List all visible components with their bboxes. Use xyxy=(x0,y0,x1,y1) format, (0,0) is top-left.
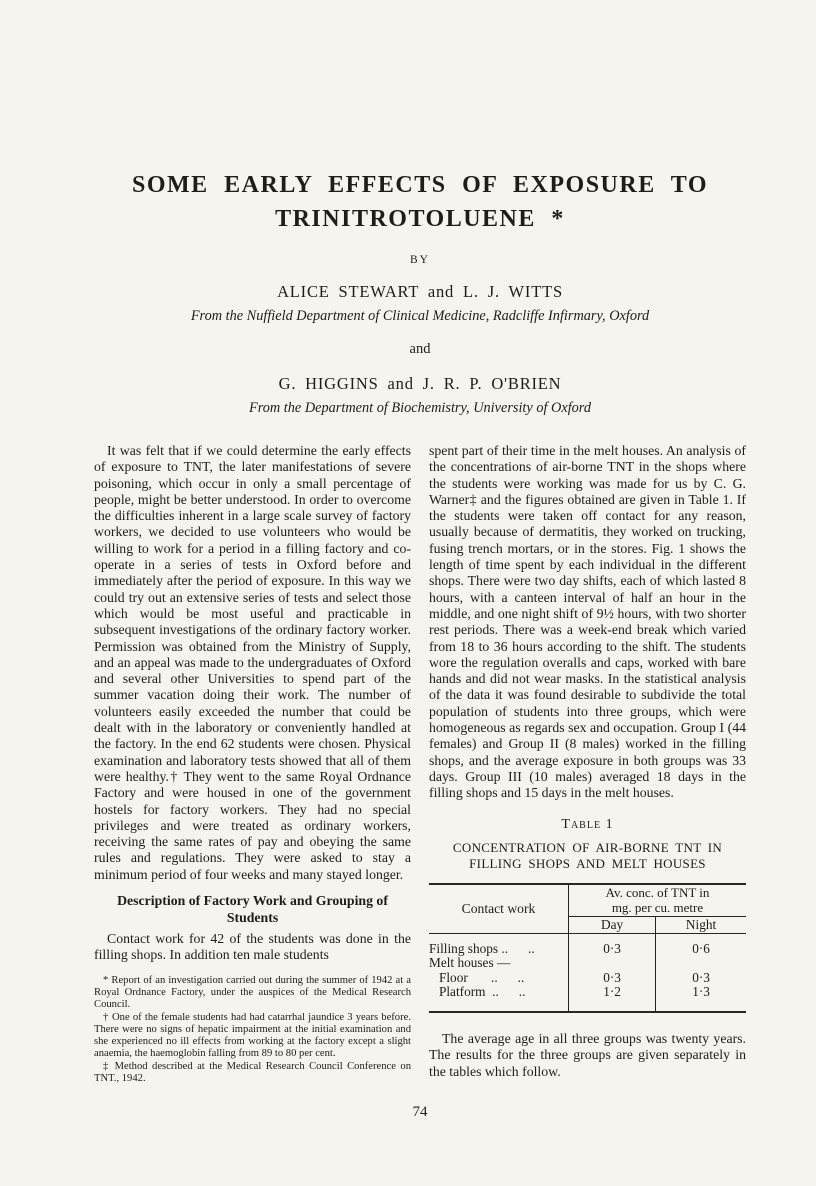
row-day-value: 0·3 xyxy=(568,933,655,956)
table-title xyxy=(429,840,746,872)
row-label: Melt houses — xyxy=(429,956,568,971)
table-header-day: Day xyxy=(568,916,655,933)
footnote-asterisk: * Report of an investigation carried out during the summer of 1942 at a Royal Ordnance Factory, under the auspices of the Medical Research Council. xyxy=(94,974,411,1011)
concentration-table-header xyxy=(429,884,746,934)
right-column xyxy=(429,443,746,1085)
table-header-contact-work: Contact work xyxy=(429,884,568,934)
row-day-value xyxy=(568,956,655,971)
page-content xyxy=(94,168,746,1085)
two-column-body xyxy=(94,443,746,1085)
row-night-value: 1·3 xyxy=(692,984,710,1000)
byline-label: BY xyxy=(410,254,430,266)
table-header-av-conc xyxy=(568,884,746,917)
footnote-double-dagger: ‡ Method described at the Medical Research Council Conference on TNT., 1942. xyxy=(94,1060,411,1084)
table-1-block xyxy=(429,817,746,1013)
body-paragraph: spent part of their time in the melt houses. An analysis of the concentrations of air-borne TNT in the shops where the students were working was made for us by C. G. Warner‡ and the figures obtained are given in Table 1. If the students were taken off contact for any reason, usually because of dermatitis, they worked on trucking, fusing trench mortars, or in the stores. Fig. 1 shows the length of time spent by each individual in the different shops. There were two day shifts, each of which lasted 8 hours, with a canteen interval of half an hour in the middle, and one night shift of 9½ hours, with two shorter rest periods. There was a week-end break which varied from 18 to 36 hours according to the shift. The students wore the regulation overalls and caps, worked with bare hands and did not wear masks. In the statistical analysis of the data it was found desirable to subdivide the total population of students into three groups, which were homogeneous as regards sex and occupation. Group I (44 females) and Group II (8 males) worked in the filling shops, and the average exposure in both groups was 33 days. Group III (10 males) averaged 18 days in the filling shops and 15 days in the melt houses. xyxy=(429,443,746,801)
row-day-value: 0·3 xyxy=(568,971,655,986)
table-row xyxy=(429,985,746,1012)
section-heading: Description of Factory Work and Grouping of Students xyxy=(117,893,388,926)
left-column xyxy=(94,443,411,1085)
table-title-line-1: CONCENTRATION OF AIR-BORNE TNT IN xyxy=(452,839,723,855)
title-line-2: TRINITROTOLUENE * xyxy=(275,206,565,232)
row-day-value: 1·2 xyxy=(568,985,655,1012)
body-paragraph: Contact work for 42 of the students was done in the filling shops. In addition ten male students xyxy=(94,931,411,963)
table-title-line-2: FILLING SHOPS AND MELT HOUSES xyxy=(469,855,706,871)
table-label: Table 1 xyxy=(561,816,614,832)
row-night-value: 0·3 xyxy=(692,969,710,985)
row-label: Filling shops .. .. xyxy=(429,933,568,956)
footnotes xyxy=(94,975,411,1086)
concentration-table-body xyxy=(429,933,746,1012)
table-row xyxy=(429,971,746,986)
affiliation-secondary: From the Department of Biochemistry, University of Oxford xyxy=(248,400,591,416)
concentration-table xyxy=(429,883,746,1013)
body-paragraph: The average age in all three groups was twenty years. The results for the three groups are given separately in the tables which follow. xyxy=(429,1030,746,1079)
row-night-value: 0·6 xyxy=(692,940,710,956)
av-conc-line-1: Av. conc. of TNT in xyxy=(605,884,710,900)
av-conc-line-2: mg. per cu. metre xyxy=(611,900,704,916)
row-label: Platform .. .. xyxy=(429,985,568,1012)
table-row xyxy=(429,933,746,956)
paper-title xyxy=(94,168,746,236)
authors-secondary: G. HIGGINS and J. R. P. O'BRIEN xyxy=(278,374,562,393)
authors-connector: and xyxy=(409,341,431,357)
table-header-night: Night xyxy=(656,916,746,933)
row-label: Floor .. .. xyxy=(429,971,568,986)
row-night-value xyxy=(656,956,746,971)
title-line-1: SOME EARLY EFFECTS OF EXPOSURE TO xyxy=(131,172,709,198)
footnote-dagger: † One of the female students had had catarrhal jaundice 3 years before. There were no signs of hepatic impairment at the initial examination and she experienced no ill effects from working at the factory except a slight anaemia, the haemoglobin falling from 89 to 80 per cent. xyxy=(94,1011,411,1060)
table-row xyxy=(429,956,746,971)
authors-primary: ALICE STEWART and L. J. WITTS xyxy=(277,282,563,301)
affiliation-primary: From the Nuffield Department of Clinical Medicine, Radcliffe Infirmary, Oxford xyxy=(190,308,650,324)
page-number: 74 xyxy=(412,1104,428,1120)
body-paragraph: It was felt that if we could determine the early effects of exposure to TNT, the later manifestations of severe poisoning, which occur in only a small percentage of people, might be better understood. In order to overcome the difficulties inherent in a large scale survey of factory workers, we decided to use volunteers who would be willing to work for a period in a filling factory and co-operate in a series of tests in Oxford before and immediately after the period of exposure. In this way we could try out an extensive series of tests and select those which would be most useful and practicable in subsequent investigations of the ordinary factory worker. Permission was obtained from the Ministry of Supply, and an appeal was made to the undergraduates of Oxford and several other Universities to spend part of the summer vacation doing their work. The number of volunteers easily exceeded the number that could be dealt with in the laboratory or conveniently handled at the factory. In the end 62 students were chosen. Physical examination and laboratory tests showed that all of them were healthy.† They went to the same Royal Ordnance Factory and were housed in one of the government hostels for factory workers. They had no special privileges and were treated as ordinary workers, receiving the same rates of pay and obeying the same rules and regulations. They were asked to stay a minimum period of four weeks and many stayed longer. xyxy=(94,443,411,882)
